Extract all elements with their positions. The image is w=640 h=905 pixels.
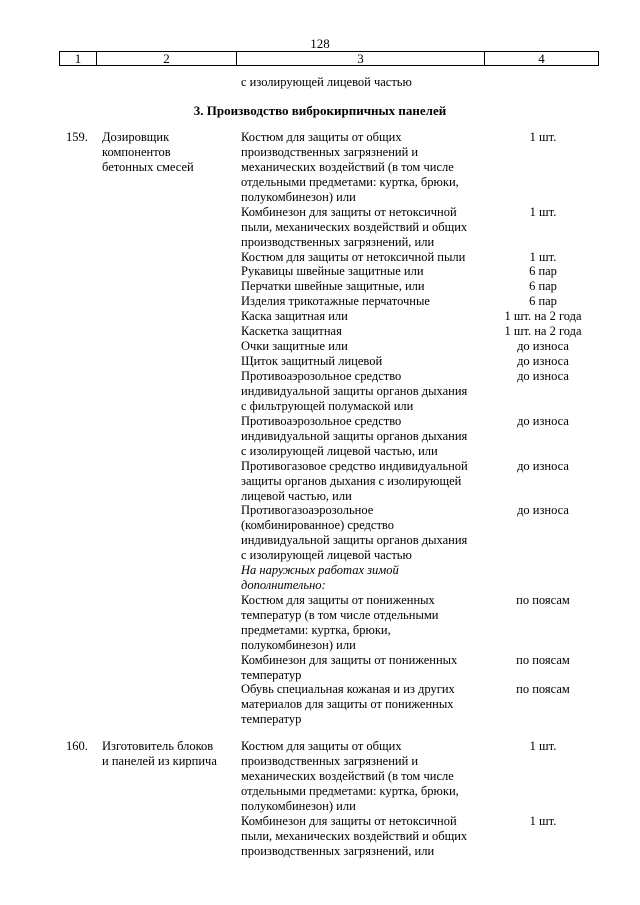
ppe-item-line: Костюм для защиты от нетоксичной пыли (241, 250, 466, 264)
ppe-item-line: Комбинезон для защиты от нетоксичной (241, 205, 457, 219)
ppe-item-line: температур (241, 668, 302, 682)
ppe-item-line: полукомбинезон) или (241, 638, 356, 652)
ppe-quantity: до износа (517, 414, 569, 428)
ppe-item-line: температур (в том числе отдельными (241, 608, 439, 622)
entry-number: 160. (66, 739, 88, 753)
ppe-item-line: индивидуальной защиты органов дыхания (241, 429, 468, 443)
ppe-item-line: предметами: куртка, брюки, (241, 623, 391, 637)
column-header-3: 3 (237, 52, 485, 66)
ppe-quantity: по поясам (516, 593, 570, 607)
profession-line: и панелей из кирпича (102, 754, 217, 768)
ppe-quantity: 1 шт. (529, 814, 557, 828)
ppe-item-line: Костюм для защиты от общих (241, 739, 402, 753)
ppe-quantity: 1 шт. (529, 250, 557, 264)
winter-note: На наружных работах зимой (241, 563, 399, 577)
ppe-item-line: механических воздействий (в том числе (241, 160, 454, 174)
ppe-item-line: Щиток защитный лицевой (241, 354, 383, 368)
continuation-text: с изолирующей лицевой частью (241, 75, 412, 89)
ppe-item-line: Комбинезон для защиты от нетоксичной (241, 814, 457, 828)
page-number: 128 (310, 36, 330, 51)
ppe-item-line: температур (241, 712, 302, 726)
column-header-4: 4 (485, 52, 599, 66)
ppe-quantity: 1 шт. (529, 739, 557, 753)
section-title: 3. Производство виброкирпичных панелей (193, 103, 447, 118)
ppe-item-line: Изделия трикотажные перчаточные (241, 294, 430, 308)
ppe-quantity: по поясам (516, 653, 570, 667)
ppe-quantity: до износа (517, 354, 569, 368)
profession-line: Изготовитель блоков (102, 739, 214, 753)
ppe-item-line: с изолирующей лицевой частью, или (241, 444, 438, 458)
ppe-item-line: пыли, механических воздействий и общих (241, 220, 468, 234)
ppe-item-line: защиты органов дыхания с изолирующей (241, 474, 462, 488)
profession-line: бетонных смесей (102, 160, 194, 174)
ppe-item-line: (комбинированное) средство (241, 518, 394, 532)
ppe-item-line: Рукавицы швейные защитные или (241, 264, 424, 278)
ppe-quantity: 6 пар (529, 264, 557, 278)
ppe-item-line: производственных загрязнений, или (241, 844, 435, 858)
ppe-item-line: полукомбинезон) или (241, 190, 356, 204)
ppe-item-line: отдельными предметами: куртка, брюки, (241, 175, 459, 189)
profession-line: Дозировщик (102, 130, 170, 144)
winter-note: дополнительно: (241, 578, 326, 592)
ppe-item-line: Противогазоаэрозольное (241, 503, 374, 517)
ppe-item-line: Комбинезон для защиты от пониженных (241, 653, 458, 667)
ppe-quantity: до износа (517, 369, 569, 383)
ppe-item-line: производственных загрязнений, или (241, 235, 435, 249)
ppe-quantity: до износа (517, 339, 569, 353)
ppe-quantity: 1 шт. на 2 года (504, 309, 582, 323)
ppe-quantity: 1 шт. (529, 205, 557, 219)
ppe-item-line: полукомбинезон) или (241, 799, 356, 813)
ppe-quantity: по поясам (516, 682, 570, 696)
ppe-quantity: 1 шт. (529, 130, 557, 144)
column-header-table (59, 51, 599, 66)
ppe-item-line: производственных загрязнений и (241, 145, 419, 159)
ppe-item-line: индивидуальной защиты органов дыхания (241, 384, 468, 398)
ppe-item-line: отдельными предметами: куртка, брюки, (241, 784, 459, 798)
column-header-2: 2 (97, 52, 237, 66)
ppe-quantity: 1 шт. на 2 года (504, 324, 582, 338)
ppe-quantity: до износа (517, 503, 569, 517)
ppe-item-line: лицевой частью, или (241, 489, 352, 503)
ppe-item-line: с фильтрующей полумаской или (241, 399, 414, 413)
ppe-item-line: Противоаэрозольное средство (241, 414, 402, 428)
ppe-item-line: Противогазовое средство индивидуальной (241, 459, 468, 473)
ppe-item-line: Каскетка защитная (241, 324, 342, 338)
ppe-item-line: Костюм для защиты от пониженных (241, 593, 435, 607)
ppe-quantity: 6 пар (529, 279, 557, 293)
ppe-item-line: Обувь специальная кожаная и из других (241, 682, 455, 696)
ppe-item-line: Очки защитные или (241, 339, 348, 353)
ppe-quantity: до износа (517, 459, 569, 473)
ppe-item-line: индивидуальной защиты органов дыхания (241, 533, 468, 547)
ppe-item-line: механических воздействий (в том числе (241, 769, 454, 783)
column-header-1: 1 (60, 52, 97, 66)
ppe-item-line: с изолирующей лицевой частью (241, 548, 412, 562)
ppe-item-line: пыли, механических воздействий и общих (241, 829, 468, 843)
ppe-item-line: Костюм для защиты от общих (241, 130, 402, 144)
entry-number: 159. (66, 130, 88, 144)
ppe-item-line: производственных загрязнений и (241, 754, 419, 768)
ppe-item-line: Противоаэрозольное средство (241, 369, 402, 383)
ppe-quantity: 6 пар (529, 294, 557, 308)
ppe-item-line: Перчатки швейные защитные, или (241, 279, 425, 293)
ppe-item-line: Каска защитная или (241, 309, 348, 323)
profession-line: компонентов (102, 145, 171, 159)
ppe-item-line: материалов для защиты от пониженных (241, 697, 454, 711)
